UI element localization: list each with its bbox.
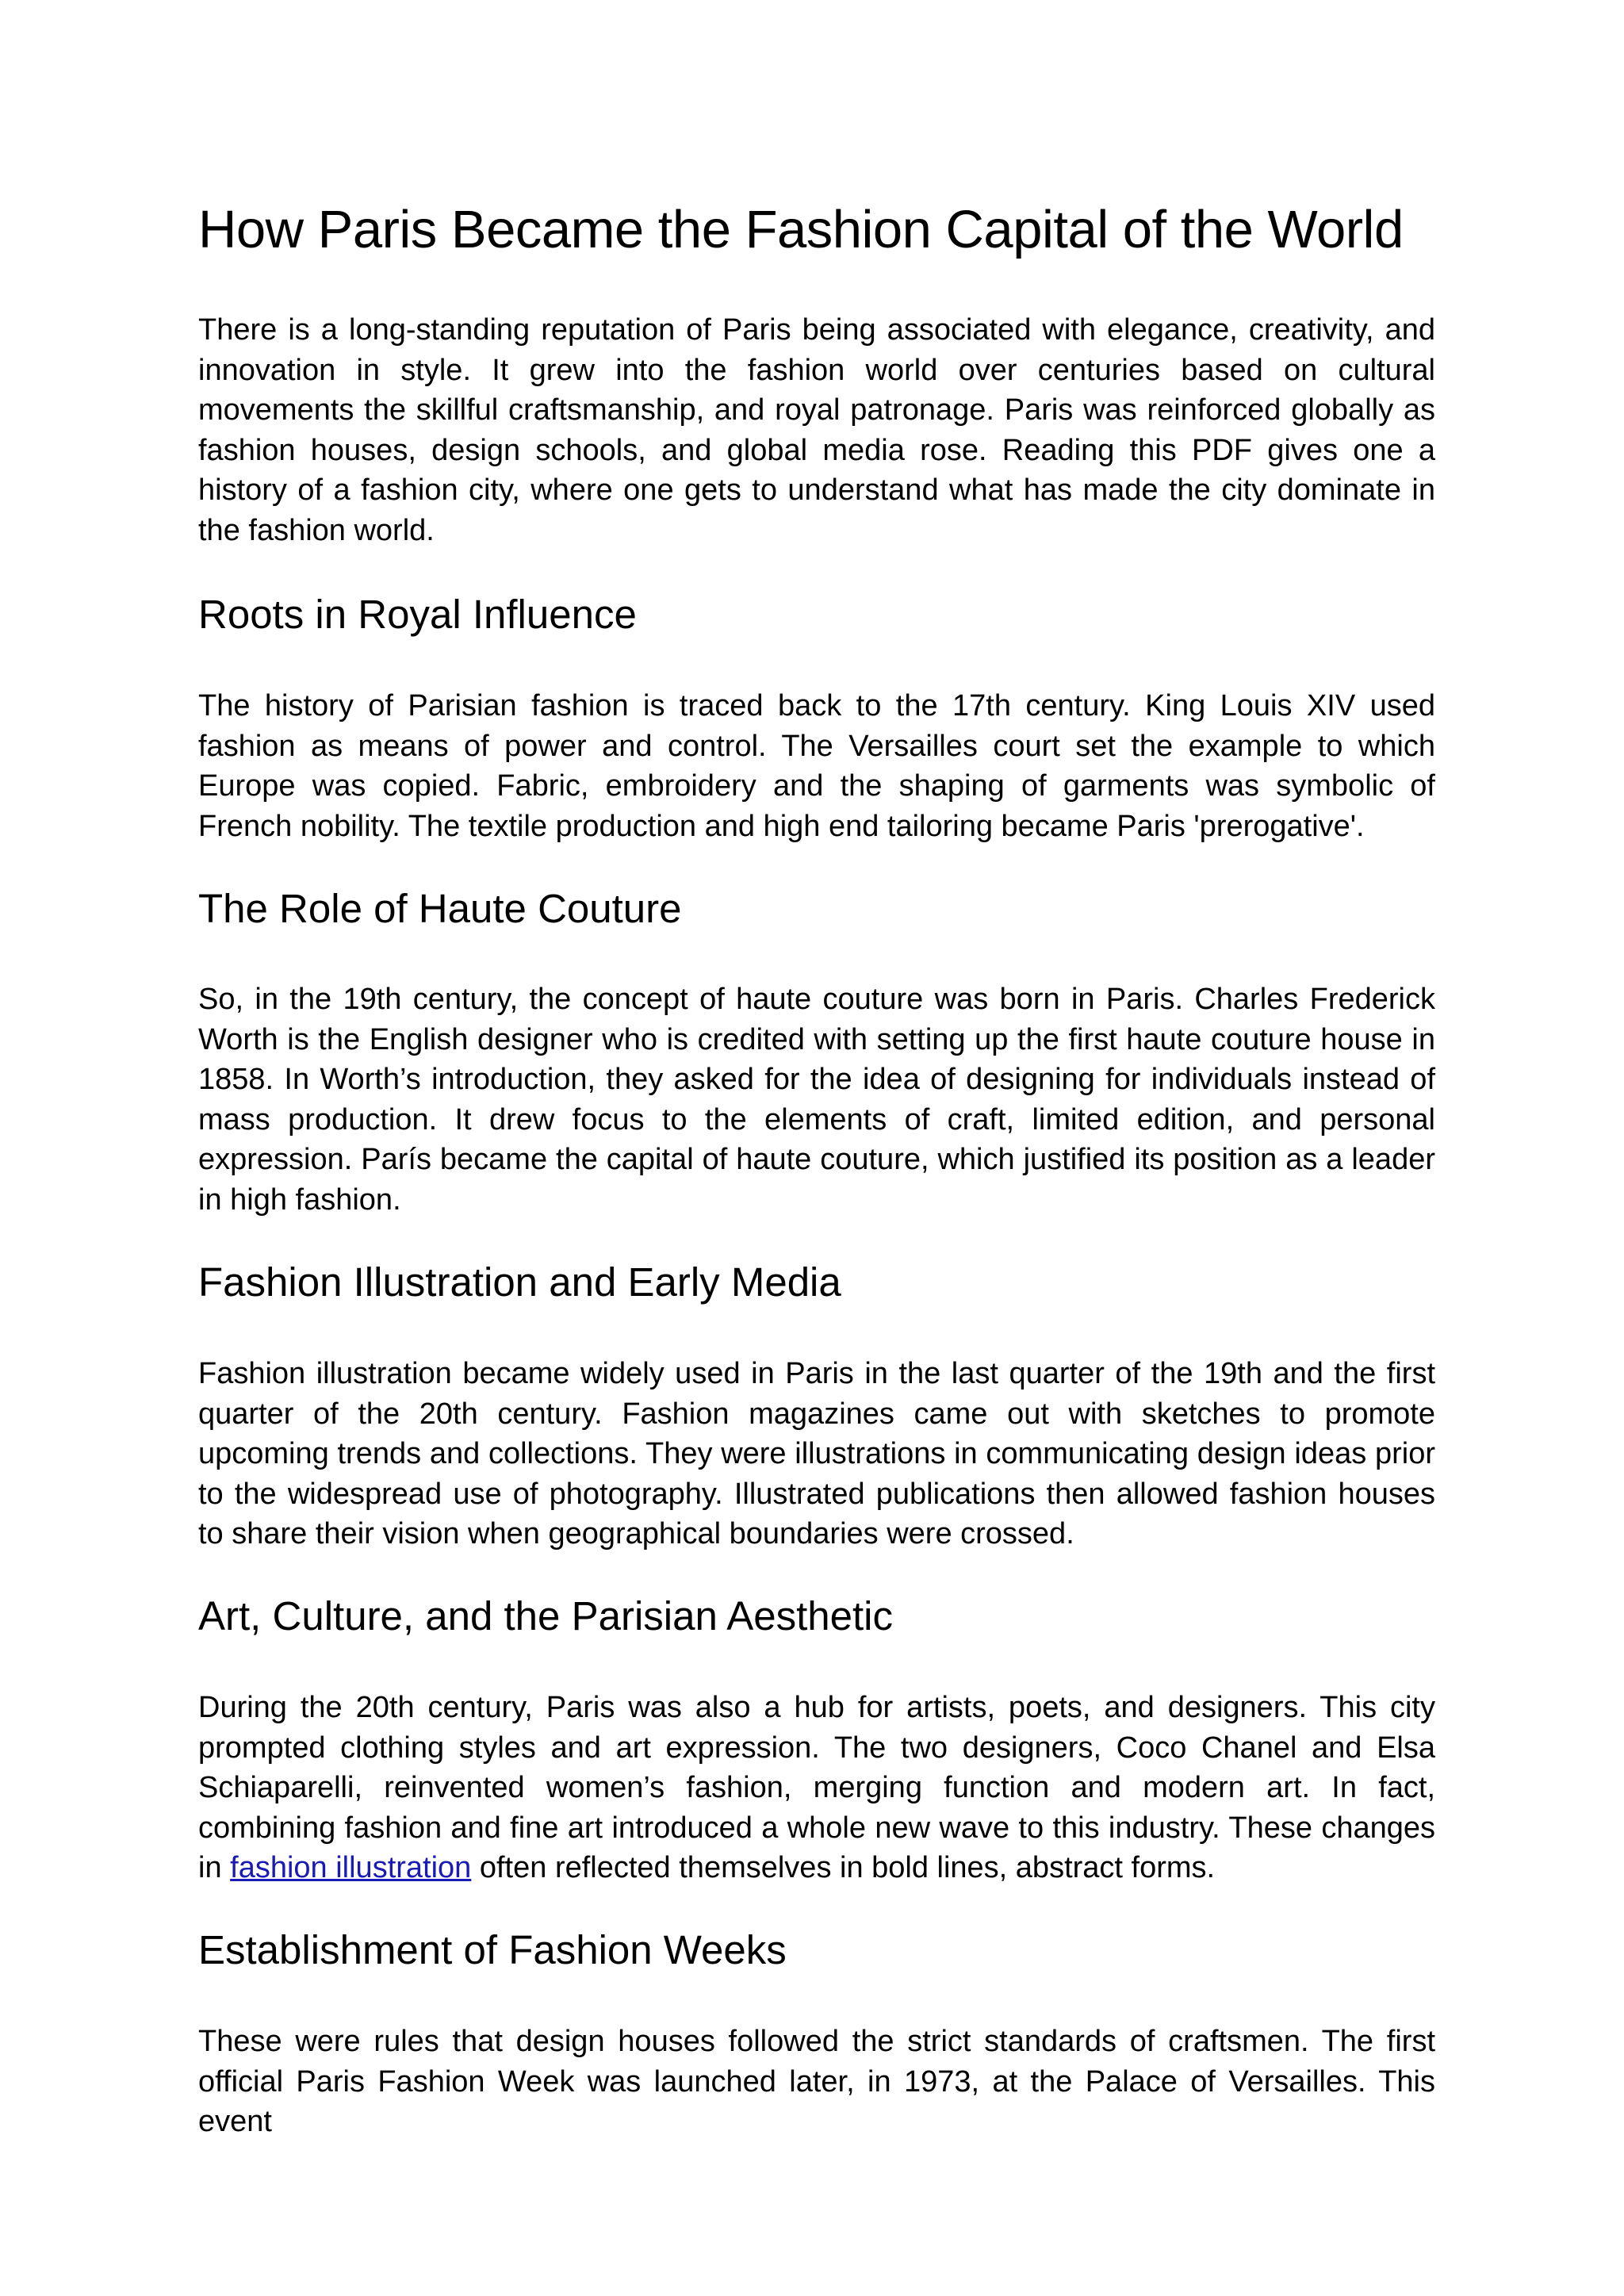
aesthetic-body-text-end: often reflected themselves in bold lines, abstract forms. (471, 1851, 1216, 1884)
section-heading-haute-couture: The Role of Haute Couture (198, 886, 682, 931)
section-body-haute-couture: So, in the 19th century, the concept of haute couture was born in Paris. Charles Frederick Worth is the English designer who is credited with setting up the first haute couture house in 1858. In Worth’s introduction, they asked for the idea of designing for individuals instead of mass production. It drew focus to the elements of craft, limited edition, and personal expression. París became the capital of haute couture, which justified its position as a leader in high fashion. (198, 983, 1435, 1217)
aesthetic-body-text-start: During the 20th century, Paris was also a hub for artists, poets, and designers. This city prompted clothing styles and art expression. The two designers, Coco Chanel and Elsa Schiaparelli, reinvented women’s fashion, merging function and modern art. In fact, combining fashion and fine art introduced a whole new wave to this industry. These changes in (198, 1691, 1435, 1884)
section-heading-fashion-weeks: Establishment of Fashion Weeks (198, 1927, 787, 1972)
section-heading-parisian-aesthetic: Art, Culture, and the Parisian Aesthetic (198, 1593, 893, 1639)
section-body-fashion-weeks: These were rules that design houses followed the strict standards of craftsmen. The first official Paris Fashion Week was launched later, in 1973, at the Palace of Versailles. This event (198, 2025, 1435, 2138)
intro-paragraph: There is a long-standing reputation of Paris being associated with elegance, creativity, and innovation in style. It grew into the fashion world over centuries based on cultural movements the skillful craftsmanship, and royal patronage. Paris was reinforced globally as fashion houses, design schools, and global media rose. Reading this PDF gives one a history of a fashion city, where one gets to understand what has made the city dominate in the fashion world. (198, 313, 1435, 547)
section-heading-illustration-media: Fashion Illustration and Early Media (198, 1259, 841, 1305)
fashion-illustration-link[interactable]: fashion illustration (230, 1851, 472, 1884)
document-title: How Paris Became the Fashion Capital of the World (198, 200, 1404, 259)
section-body-royal-influence: The history of Parisian fashion is traced back to the 17th century. King Louis XIV used fashion as means of power and control. The Versailles court set the example to which Europe was copied. Fabric, embroidery and the shaping of garments was symbolic of French nobility. The textile production and high end tailoring became Paris 'prerogative'. (198, 689, 1435, 843)
section-heading-royal-influence: Roots in Royal Influence (198, 592, 637, 637)
section-body-illustration-media: Fashion illustration became widely used in Paris in the last quarter of the 19th and the first quarter of the 20th century. Fashion magazines came out with sketches to promote upcoming trends and collections. They were illustrations in communicating design ideas prior to the widespread use of photography. Illustrated publications then allowed fashion houses to share their vision when geographical boundaries were crossed. (198, 1357, 1435, 1550)
section-body-parisian-aesthetic (198, 1688, 1435, 1888)
